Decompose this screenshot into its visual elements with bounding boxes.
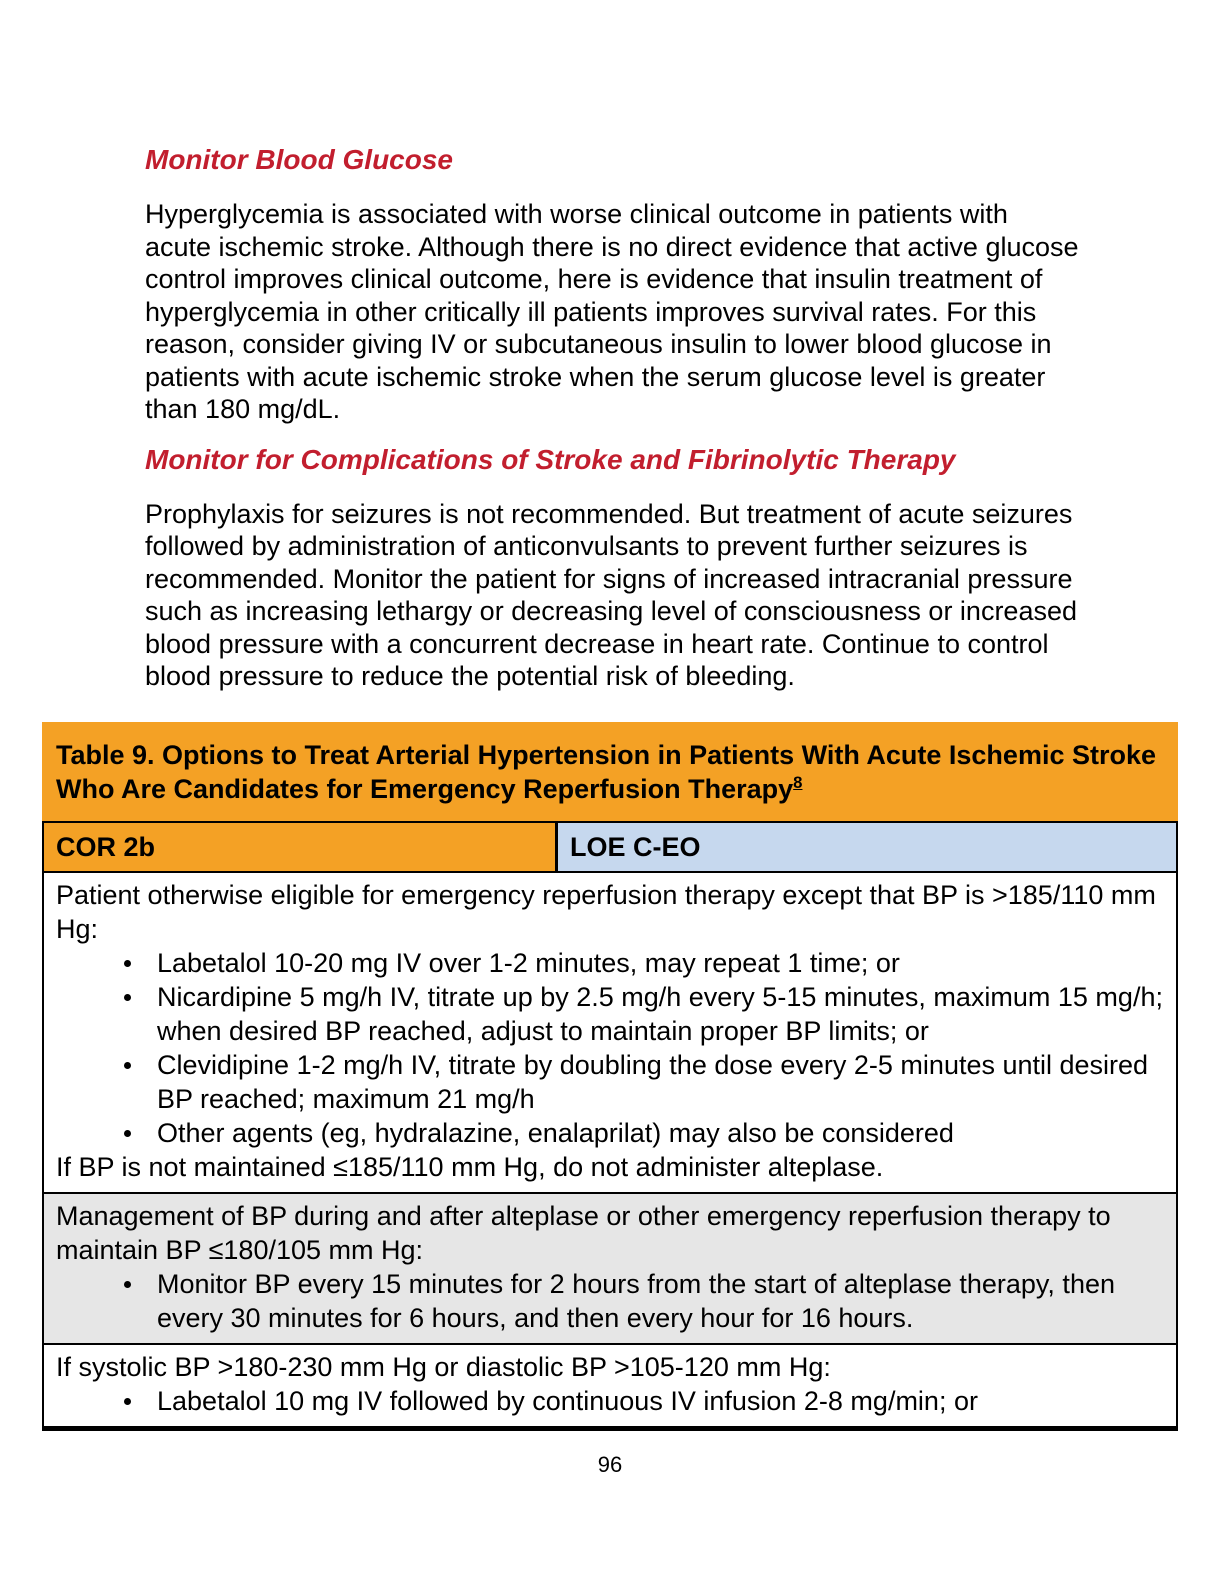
paragraph-complications: Prophylaxis for seizures is not recommended. But treatment of acute seizures followed by administration of anticonvulsants to prevent further seizures is recommended. Monitor the patient for signs of increased intracranial pressure such as increasing lethargy or decreasing level of consciousness or increased blood pressure with a concurrent decrease in heart rate. Continue to control blood pressure to reduce the potential risk of bleeding. — [145, 498, 1078, 691]
page-number: 96 — [597, 1452, 623, 1477]
table-row-cor-loe — [44, 823, 1176, 873]
treatment-options-list — [56, 946, 1164, 1150]
bullet-item: Monitor BP every 15 minutes for 2 hours from the start of alteplase therapy, then every 30 minutes for 6 hours, and then every hour for 16 hours. — [157, 1267, 1164, 1335]
row-intro: Management of BP during and after alteplase or other emergency reperfusion therapy to maintain BP ≤180/105 mm Hg: — [56, 1201, 1111, 1265]
bullet-item: Labetalol 10-20 mg IV over 1-2 minutes, may repeat 1 time; or — [157, 946, 1164, 980]
bullet-item: Clevidipine 1-2 mg/h IV, titrate by doubling the dose every 2-5 minutes until desired BP reached; maximum 21 mg/h — [157, 1048, 1164, 1116]
treatment-options-list — [56, 1384, 1164, 1418]
row-intro: Patient otherwise eligible for emergency reperfusion therapy except that BP is >185/110 mm Hg: — [56, 880, 1156, 944]
table-9-title — [42, 722, 1178, 821]
section-heading-monitor-blood-glucose: Monitor Blood Glucose — [145, 144, 453, 175]
section-heading-monitor-complications: Monitor for Complications of Stroke and Fibrinolytic Therapy — [145, 443, 956, 475]
table-row-eligible-bp — [44, 873, 1176, 1192]
monitoring-list — [56, 1267, 1164, 1335]
table-row-bp-management — [44, 1192, 1176, 1345]
bullet-item: Nicardipine 5 mg/h IV, titrate up by 2.5 mg/h every 5-15 minutes, maximum 15 mg/h; when desired BP reached, adjust to maintain proper BP limits; or — [157, 982, 1163, 1046]
row-footer: If BP is not maintained ≤185/110 mm Hg, do not administer alteplase. — [56, 1152, 884, 1182]
table-9-footnote-link[interactable]: 8 — [793, 773, 803, 792]
table-9 — [42, 722, 1178, 1431]
loe-cell: LOE C-EO — [558, 823, 1176, 871]
table-9-body — [42, 821, 1178, 1431]
cor-cell: COR 2b — [44, 823, 558, 871]
body-content — [145, 143, 1080, 710]
row-intro: If systolic BP >180-230 mm Hg or diastolic BP >105-120 mm Hg: — [56, 1352, 831, 1382]
bullet-item: Other agents (eg, hydralazine, enalaprilat) may also be considered — [157, 1116, 1164, 1150]
table-9-title-text: Table 9. Options to Treat Arterial Hypertension in Patients With Acute Ischemic Stroke Who Are Candidates for Emergency Reperfusion Therapy — [56, 740, 1156, 804]
table-row-systolic-diastolic — [44, 1345, 1176, 1426]
paragraph-blood-glucose: Hyperglycemia is associated with worse clinical outcome in patients with acute ischemic stroke. Although there is no direct evidence that active glucose control improves clinical outcome, here is evidence that insulin treatment of hyperglycemia in other critically ill patients improves survival rates. For this reason, consider giving IV or subcutaneous insulin to lower blood glucose in patients with acute ischemic stroke when the serum glucose level is greater than 180 mg/dL. — [145, 199, 1079, 424]
bullet-item: Labetalol 10 mg IV followed by continuous IV infusion 2-8 mg/min; or — [157, 1384, 1164, 1418]
